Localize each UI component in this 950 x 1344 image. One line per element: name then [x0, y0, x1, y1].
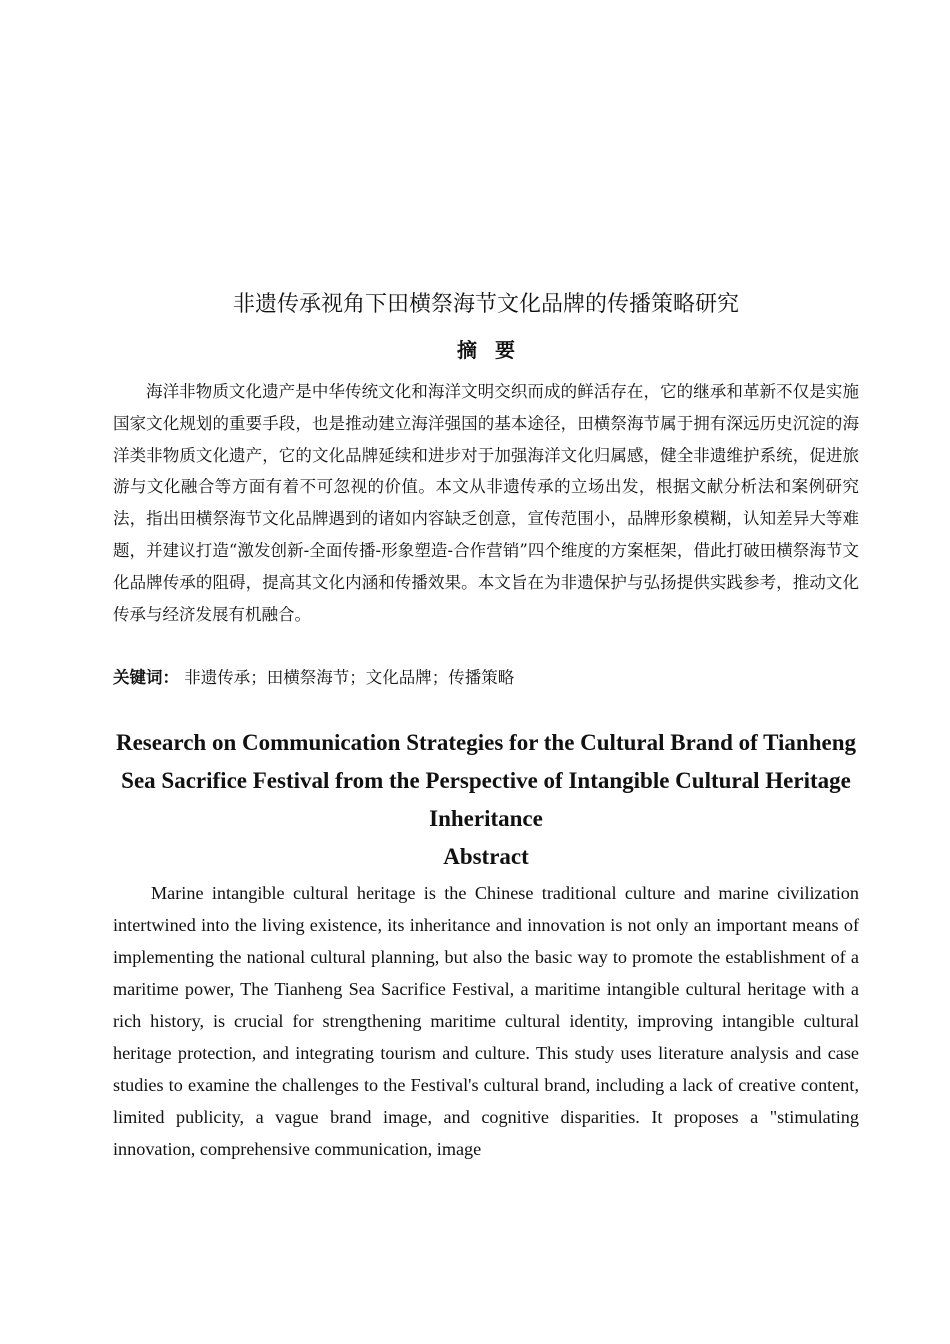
page-content	[113, 288, 859, 1166]
english-title: Research on Communication Strategies for the Cultural Brand of Tianheng Sea Sacrifice Festival from the Perspective of Intangible Cultural Heritage Inheritance	[115, 730, 857, 832]
chinese-title: 非遗传承视角下田横祭海节文化品牌的传播策略研究	[232, 292, 739, 317]
chinese-abstract-body: 海洋非物质文化遗产是中华传统文化和海洋文明交织而成的鲜活存在，它的继承和革新不仅是实施国家文化规划的重要手段，也是推动建立海洋强国的基本途径，田横祭海节属于拥有深远历史沉淀的海洋类非物质文化遗产，它的文化品牌延续和进步对于加强海洋文化归属感，健全非遗维护系统，促进旅游与文化融合等方面有着不可忽视的价值。本文从非遗传承的立场出发，根据文献分析法和案例研究法，指出田横祭海节文化品牌遇到的诸如内容缺乏创意，宣传范围小，品牌形象模糊，认知差异大等难题，并建议打造“激发创新-全面传播-形象塑造-合作营销”四个维度的方案框架，借此打破田横祭海节文化品牌传承的阻碍，提高其文化内涵和传播效果。本文旨在为非遗保护与弘扬提供实践参考，推动文化传承与经济发展有机融合。	[113, 382, 859, 624]
english-abstract-heading: Abstract	[443, 844, 529, 870]
keywords-text: 非遗传承；田横祭海节；文化品牌；传播策略	[184, 668, 515, 688]
chinese-abstract-heading: 摘要	[457, 338, 533, 362]
keywords-label: 关键词：	[113, 668, 179, 688]
english-abstract-body: Marine intangible cultural heritage is the Chinese traditional culture and marine civilization intertwined into the living existence, its inheritance and innovation is not only an important means of implementing the national cultural planning, but also the basic way to promote the establishment of a maritime power, The Tianheng Sea Sacrifice Festival, a maritime intangible cultural heritage with a rich history, is crucial for strengthening maritime cultural identity, improving intangible cultural heritage protection, and integrating tourism and culture. This study uses literature analysis and case studies to examine the challenges to the Festival's cultural brand, including a lack of creative content, limited publicity, a vague brand image, and cognitive disparities. It proposes a "stimulating innovation, comprehensive communication, image	[113, 883, 859, 1159]
chinese-keywords	[113, 664, 859, 692]
